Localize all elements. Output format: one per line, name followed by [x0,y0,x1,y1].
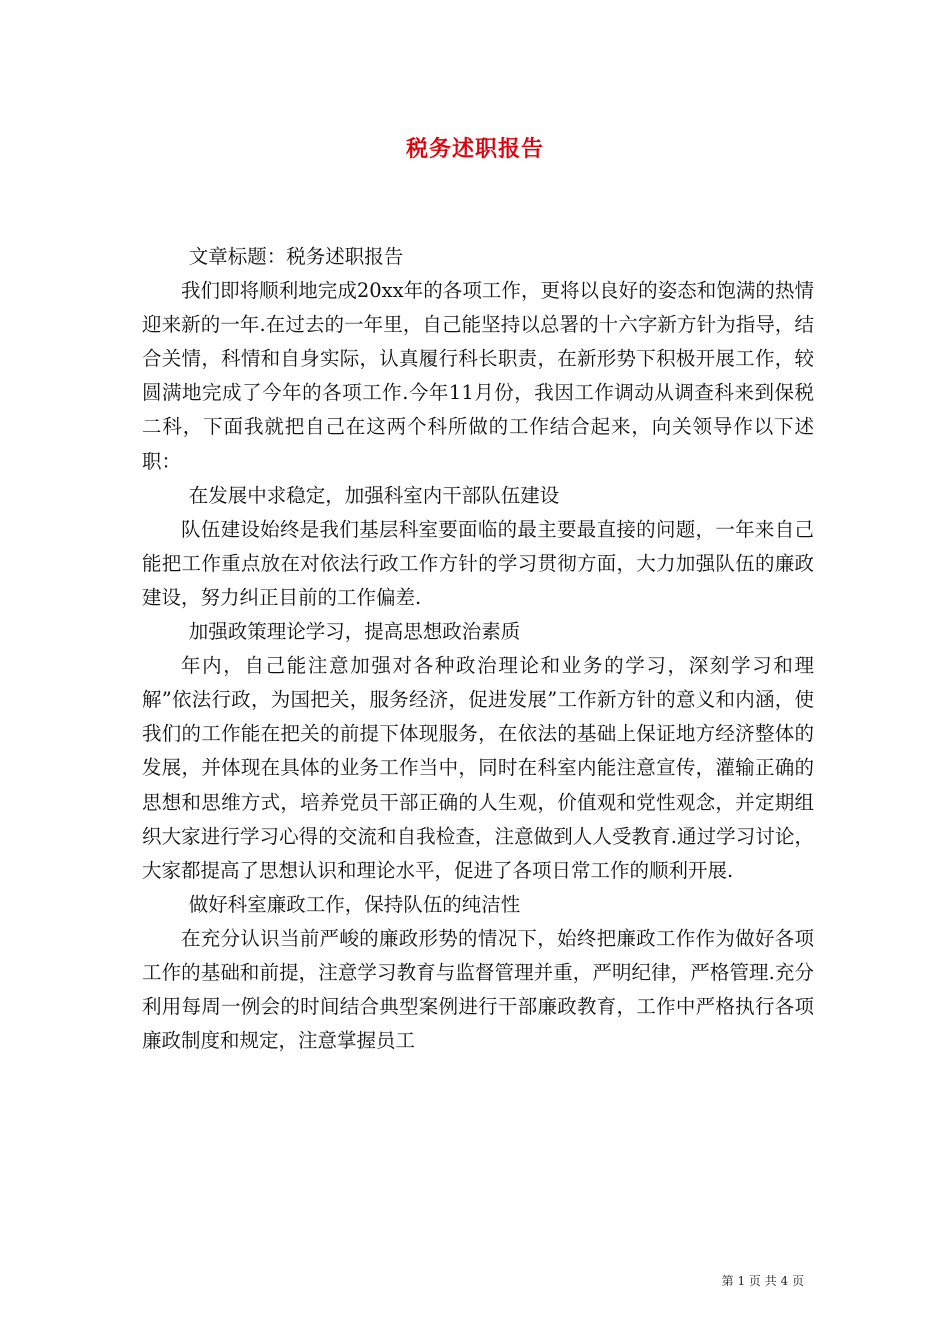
body-paragraph: 我们即将顺利地完成20xx年的各项工作，更将以良好的姿态和饱满的热情迎来新的一年.在过去的一年里，自己能坚持以总署的十六字新方针为指导，结合关情，科情和自身实际，认真履行科长职责，在新形势下积极开展工作，较圆满地完成了今年的各项工作.今年11月份，我因工作调动从调查科来到保税二科，下面我就把自己在这两个科所做的工作结合起来，向关领导作以下述职： [142,279,814,473]
section-heading: 做好科室廉政工作，保持队伍的纯洁性 [188,892,521,916]
body-paragraph: 队伍建设始终是我们基层科室要面临的最主要最直接的问题，一年来自己能把工作重点放在对依法行政工作方针的学习贯彻方面，大力加强队伍的廉政建设，努力纠正目前的工作偏差. [142,517,814,609]
article-title-line: 文章标题：税务述职报告 [188,245,404,268]
document-title: 税务述职报告 [405,136,544,162]
body-paragraph: 在充分认识当前严峻的廉政形势的情况下，始终把廉政工作作为做好各项工作的基础和前提，注意学习教育与监督管理并重，严明纪律，严格管理.充分利用每周一例会的时间结合典型案例进行干部廉政教育，工作中严格执行各项廉政制度和规定，注意掌握员工 [142,926,814,1053]
section-heading: 加强政策理论学习，提高思想政治素质 [188,620,521,644]
page-number-footer: 第 1 页 共 4 页 [721,1274,804,1288]
document-body [142,240,814,1058]
section-heading: 在发展中求稳定，加强科室内干部队伍建设 [188,483,560,507]
body-paragraph: 年内，自己能注意加强对各种政治理论和业务的学习，深刻学习和理解”依法行政，为国把关，服务经济，促进发展”工作新方针的意义和内涵，使我们的工作能在把关的前提下体现服务，在依法的基础上保证地方经济整体的发展，并体现在具体的业务工作当中，同时在科室内能注意宣传，灌输正确的思想和思维方式，培养党员干部正确的人生观，价值观和党性观念，并定期组织大家进行学习心得的交流和自我检查，注意做到人人受教育.通过学习讨论，大家都提高了思想认识和理论水平，促进了各项日常工作的顺利开展. [142,654,814,882]
